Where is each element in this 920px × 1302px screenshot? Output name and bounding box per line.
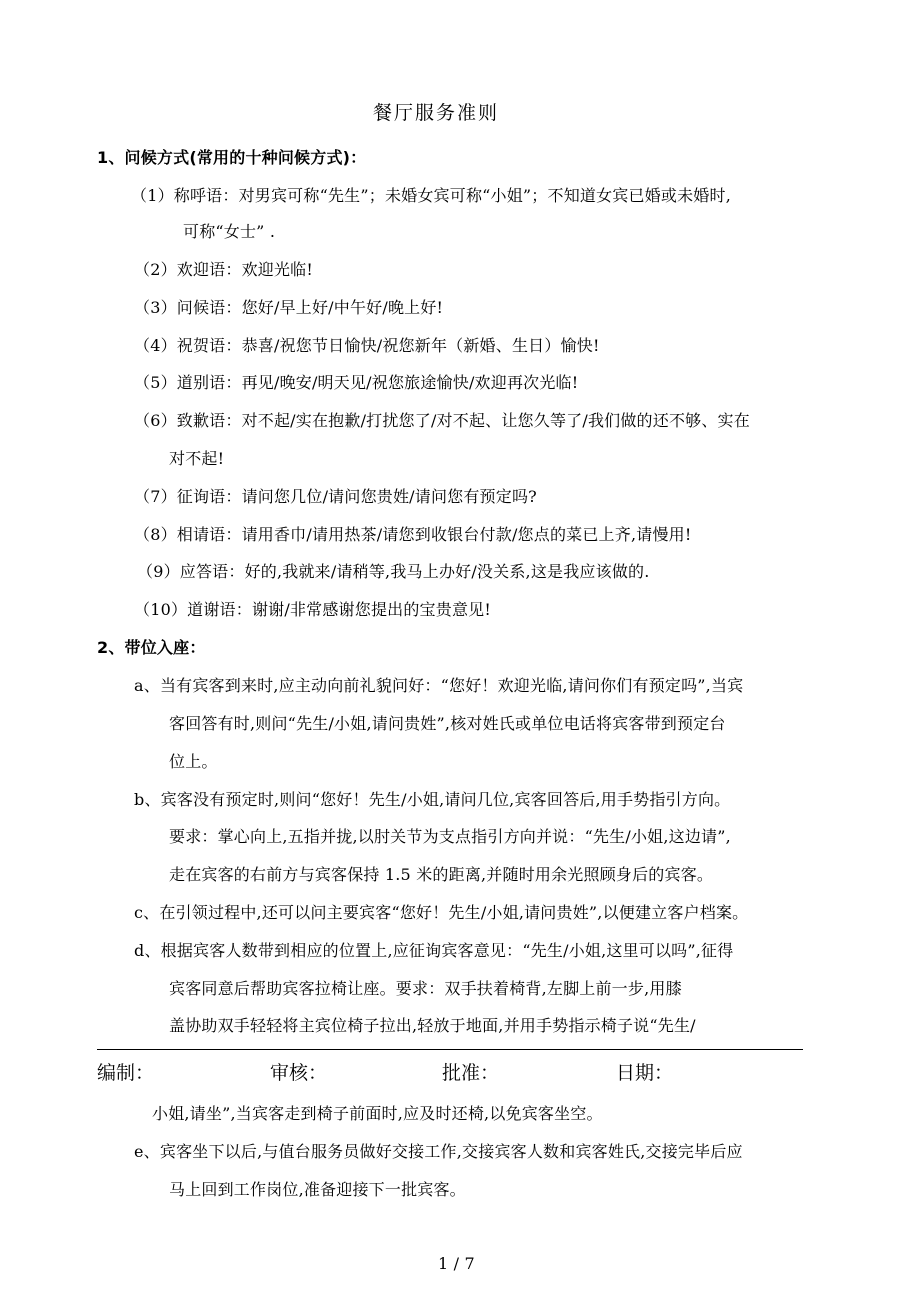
item-3: （3）问候语：您好/早上好/中午好/晚上好! (134, 298, 444, 317)
para-a-line-3: 位上。 (169, 752, 218, 771)
footer-divider (97, 1049, 803, 1050)
item-4: （4）祝贺语：恭喜/祝您节日愉快/祝您新年（新婚、生日）愉快! (134, 336, 600, 355)
item-5: （5）道别语：再见/晚安/明天见/祝您旅途愉快/欢迎再次光临! (134, 373, 579, 392)
para-d-line-1: d、根据宾客人数带到相应的位置上,应征询宾客意见：“先生/小姐,这里可以吗”,征得 (134, 941, 734, 960)
footer-edit-label: 编制： (97, 1062, 155, 1084)
item-6-line-1: （6）致歉语：对不起/实在抱歉/打扰您了/对不起、让您久等了/我们做的还不够、实在 (134, 411, 750, 430)
para-d-line-2: 宾客同意后帮助宾客拉椅让座。要求：双手扶着椅背,左脚上前一步,用膝 (169, 979, 682, 998)
footer-date-label: 日期： (616, 1062, 674, 1084)
para-b-line-3: 走在宾客的右前方与宾客保持 1.5 米的距离,并随时用余光照顾身后的宾客。 (169, 865, 714, 884)
section-2-heading: 2、带位入座： (97, 638, 206, 657)
item-9: （9）应答语：好的,我就来/请稍等,我马上办好/没关系,这是我应该做的. (137, 562, 650, 581)
item-2: （2）欢迎语：欢迎光临! (134, 260, 314, 279)
footer-review-label: 审核： (270, 1062, 328, 1084)
item-8: （8）相请语：请用香巾/请用热茶/请您到收银台付款/您点的菜已上齐,请慢用! (134, 525, 692, 544)
para-a-line-1: a、当有宾客到来时,应主动向前礼貌问好：“您好！欢迎光临,请问你们有预定吗”,当宾 (134, 676, 744, 695)
item-10: （10）道谢语：谢谢/非常感谢您提出的宝贵意见! (134, 600, 491, 619)
page-number: 1 / 7 (438, 1254, 475, 1273)
para-e-line-2: 马上回到工作岗位,准备迎接下一批宾客。 (169, 1180, 466, 1199)
para-e-line-1: e、宾客坐下以后,与值台服务员做好交接工作,交接宾客人数和宾客姓氏,交接完毕后应 (134, 1142, 743, 1161)
footer-approve-label: 批准： (442, 1062, 500, 1084)
para-b-line-1: b、宾客没有预定时,则问“您好！先生/小姐,请问几位,宾客回答后,用手势指引方向。 (134, 790, 731, 809)
para-b-line-2: 要求：掌心向上,五指并拢,以肘关节为支点指引方向并说：“先生/小姐,这边请”, (169, 827, 731, 846)
section-1-heading: 1、问候方式(常用的十种问候方式)： (97, 148, 367, 167)
page-title: 餐厅服务准则 (373, 102, 500, 124)
para-a-line-2: 客回答有时,则问“先生/小姐,请问贵姓”,核对姓氏或单位电话将宾客带到预定台 (169, 714, 726, 733)
item-7: （7）征询语：请问您几位/请问您贵姓/请问您有预定吗? (134, 487, 537, 506)
item-1-line-1: （1）称呼语：对男宾可称“先生”；未婚女宾可称“小姐”；不知道女宾已婚或未婚时, (131, 186, 731, 205)
para-c: c、在引领过程中,还可以问主要宾客“您好！先生/小姐,请问贵姓”,以便建立客户档案。 (134, 903, 749, 922)
item-6-line-2: 对不起! (169, 449, 225, 468)
continuation-line-1: 小姐,请坐”,当宾客走到椅子前面时,应及时还椅,以免宾客坐空。 (152, 1104, 603, 1123)
item-1-line-2: 可称“女士” . (183, 222, 276, 241)
para-d-line-3: 盖协助双手轻轻将主宾位椅子拉出,轻放于地面,并用手势指示椅子说“先生/ (169, 1016, 696, 1035)
